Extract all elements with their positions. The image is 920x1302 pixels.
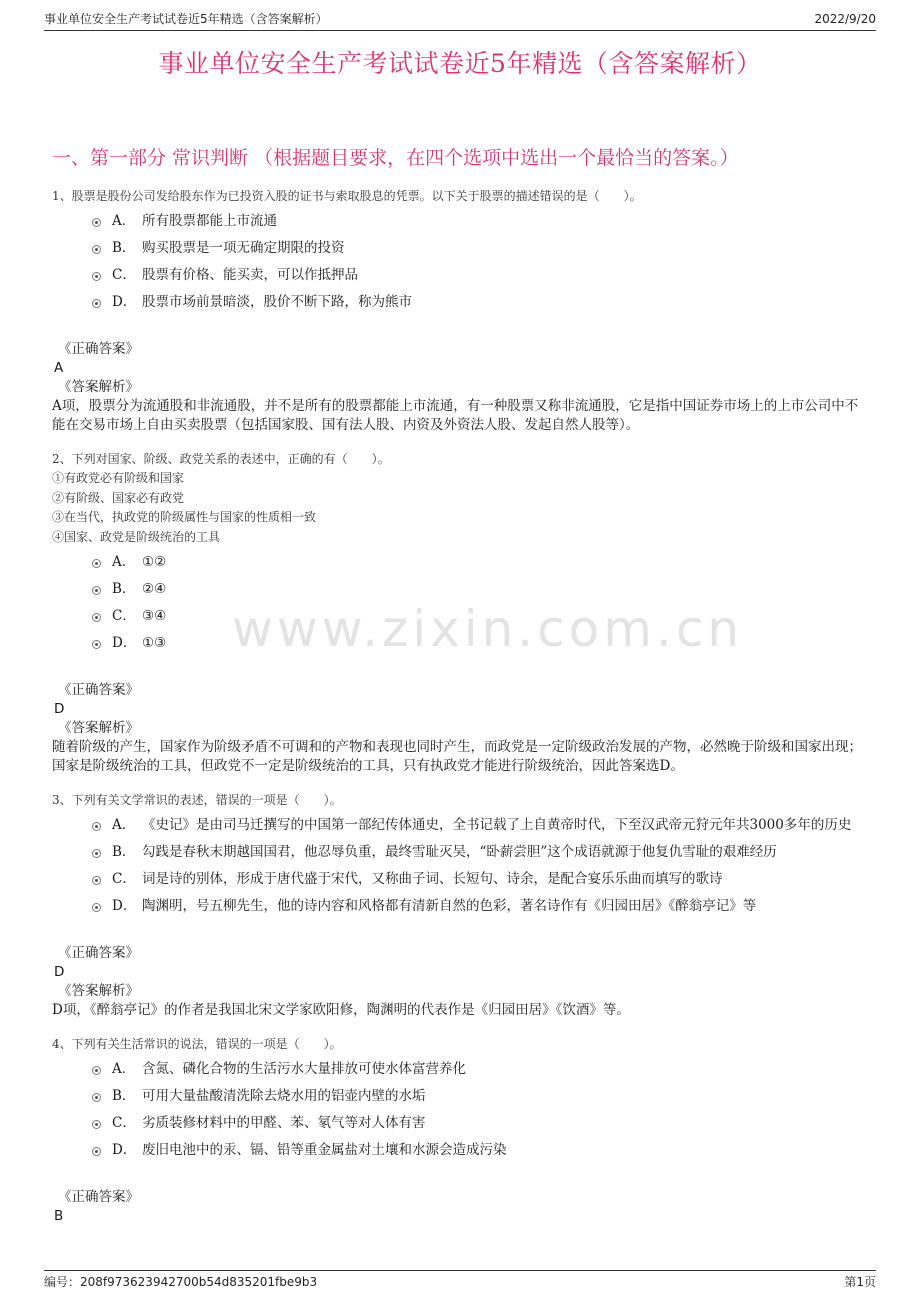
radio-button-icon[interactable]	[92, 245, 101, 254]
option-d[interactable]	[92, 631, 862, 655]
answer-value: D	[54, 701, 65, 717]
option-a[interactable]	[92, 813, 862, 837]
option-text: ②④	[142, 581, 167, 597]
option-letter: A．	[112, 1061, 136, 1077]
option-text: 股票有价格、能买卖，可以作抵押品	[142, 267, 358, 283]
question-text: 2、下列对国家、阶级、政党关系的表述中，正确的有（ ）。	[52, 452, 390, 466]
footer-page-number: 第1页	[844, 1275, 876, 1289]
option-letter: D．	[112, 1142, 137, 1158]
options-list	[92, 813, 862, 918]
option-text: 含氮、磷化合物的生活污水大量排放可使水体富营养化	[142, 1061, 466, 1077]
option-text: 劣质装修材料中的甲醛、苯、氡气等对人体有害	[142, 1115, 426, 1131]
option-letter: B．	[112, 1088, 136, 1104]
question-text: 4、下列有关生活常识的说法，错误的一项是（ ）。	[52, 1037, 342, 1051]
options-list	[92, 209, 862, 314]
question-statement: ②有阶级、国家必有政党	[52, 490, 185, 505]
header-date: 2022/9/20	[814, 12, 876, 26]
page-header	[44, 10, 876, 31]
answer-label: 《正确答案》	[58, 682, 139, 698]
radio-button-icon[interactable]	[92, 1120, 101, 1129]
option-b[interactable]	[92, 577, 862, 601]
option-text: ③④	[142, 608, 167, 624]
radio-button-icon[interactable]	[92, 613, 101, 622]
option-letter: D．	[112, 635, 137, 651]
answer-label: 《正确答案》	[58, 1189, 139, 1205]
option-c[interactable]	[92, 604, 862, 628]
option-text: 《史记》是由司马迁撰写的中国第一部纪传体通史，全书记载了上自黄帝时代，下至汉武帝元狩元年共3000多年的历史	[142, 817, 852, 833]
option-text: ①③	[142, 635, 167, 651]
analysis-label: 《答案解析》	[58, 983, 139, 999]
option-b[interactable]	[92, 840, 862, 864]
option-letter: C．	[112, 871, 136, 887]
option-letter: A．	[112, 554, 136, 570]
option-b[interactable]	[92, 236, 862, 260]
option-letter: C．	[112, 1115, 136, 1131]
analysis-text: D项，《醉翁亭记》的作者是我国北宋文学家欧阳修，陶渊明的代表作是《归园田居》《饮酒》等。	[52, 1002, 630, 1018]
option-letter: A．	[112, 817, 136, 833]
radio-button-icon[interactable]	[92, 1066, 101, 1075]
option-letter: C．	[112, 608, 136, 624]
question-block	[52, 790, 862, 1020]
radio-button-icon[interactable]	[92, 1147, 101, 1156]
option-b[interactable]	[92, 1084, 862, 1108]
option-letter: A．	[112, 213, 136, 229]
radio-button-icon[interactable]	[92, 559, 101, 568]
question-block	[52, 1034, 862, 1226]
option-a[interactable]	[92, 1057, 862, 1081]
answer-label: 《正确答案》	[58, 341, 139, 357]
page-footer	[44, 1270, 876, 1291]
header-doc-title: 事业单位安全生产考试试卷近5年精选（含答案解析）	[44, 12, 328, 26]
option-letter: B．	[112, 581, 136, 597]
answer-value: A	[54, 360, 64, 376]
option-a[interactable]	[92, 209, 862, 233]
options-list	[92, 550, 862, 655]
options-list	[92, 1057, 862, 1162]
answer-value: D	[54, 964, 65, 980]
answer-value: B	[54, 1208, 64, 1224]
option-letter: B．	[112, 240, 136, 256]
option-d[interactable]	[92, 290, 862, 314]
option-letter: D．	[112, 294, 137, 310]
watermark: www.zixin.com.cn	[232, 600, 744, 658]
radio-button-icon[interactable]	[92, 640, 101, 649]
radio-button-icon[interactable]	[92, 299, 101, 308]
option-text: 词是诗的别体，形成于唐代盛于宋代，又称曲子词、长短句、诗余，是配合宴乐乐曲而填写的歌诗	[142, 871, 723, 887]
option-text: 陶渊明，号五柳先生，他的诗内容和风格都有清新自然的色彩，著名诗作有《归园田居》《醉翁亭记》等	[142, 898, 757, 914]
document-title: 事业单位安全生产考试试卷近5年精选（含答案解析）	[158, 49, 762, 78]
radio-button-icon[interactable]	[92, 822, 101, 831]
option-d[interactable]	[92, 1138, 862, 1162]
analysis-text: 随着阶级的产生，国家作为阶级矛盾不可调和的产物和表现也同时产生，而政党是一定阶级政治发展的产物，必然晚于阶级和国家出现；国家是阶级统治的工具，但政党不一定是阶级统治的工具，只有执政党才能进行阶级统治，因此答案选D。	[52, 739, 862, 774]
analysis-text: A项，股票分为流通股和非流通股，并不是所有的股票都能上市流通，有一种股票又称非流通股，它是指中国证券市场上的上市公司中不能在交易市场上自由买卖股票（包括国家股、国有法人股、内资及外资法人股、发起自然人股等）。	[52, 398, 859, 433]
radio-button-icon[interactable]	[92, 876, 101, 885]
question-statement: ①有政党必有阶级和国家	[52, 471, 185, 485]
option-d[interactable]	[92, 894, 862, 918]
option-text: ①②	[142, 554, 167, 570]
footer-code: 编号：208f973623942700b54d835201fbe9b3	[44, 1275, 318, 1289]
radio-button-icon[interactable]	[92, 218, 101, 227]
option-c[interactable]	[92, 867, 862, 891]
option-text: 勾践是春秋末期越国国君，他忍辱负重，最终雪耻灭吴，“卧薪尝胆”这个成语就源于他复仇雪耻的艰难经历	[142, 844, 777, 860]
radio-button-icon[interactable]	[92, 1093, 101, 1102]
option-text: 股票市场前景暗淡，股价不断下路，称为熊市	[142, 294, 412, 310]
answer-label: 《正确答案》	[58, 945, 139, 961]
question-statement: ④国家、政党是阶级统治的工具	[52, 529, 221, 544]
option-text: 所有股票都能上市流通	[142, 213, 277, 229]
analysis-label: 《答案解析》	[58, 720, 139, 736]
option-letter: B．	[112, 844, 136, 860]
radio-button-icon[interactable]	[92, 903, 101, 912]
questions-container	[52, 186, 862, 1226]
option-text: 可用大量盐酸清洗除去烧水用的铝壶内壁的水垢	[142, 1088, 426, 1104]
option-text: 废旧电池中的汞、镉、铅等重金属盐对土壤和水源会造成污染	[142, 1142, 507, 1158]
option-text: 购买股票是一项无确定期限的投资	[142, 240, 345, 256]
question-text: 3、下列有关文学常识的表述，错误的一项是（ ）。	[52, 793, 342, 807]
radio-button-icon[interactable]	[92, 586, 101, 595]
option-letter: D．	[112, 898, 137, 914]
option-c[interactable]	[92, 1111, 862, 1135]
option-c[interactable]	[92, 263, 862, 287]
question-block	[52, 449, 862, 776]
option-letter: C．	[112, 267, 136, 283]
radio-button-icon[interactable]	[92, 272, 101, 281]
radio-button-icon[interactable]	[92, 849, 101, 858]
analysis-label: 《答案解析》	[58, 379, 139, 395]
question-block	[52, 186, 862, 435]
question-text: 1、股票是股份公司发给股东作为已投资入股的证书与索取股息的凭票。以下关于股票的描述错误的是（ ）。	[52, 189, 642, 203]
option-a[interactable]	[92, 550, 862, 574]
section-heading: 一、第一部分 常识判断 （根据题目要求，在四个选项中选出一个最恰当的答案。）	[52, 147, 739, 169]
question-statement: ③在当代，执政党的阶级属性与国家的性质相一致	[52, 510, 317, 524]
